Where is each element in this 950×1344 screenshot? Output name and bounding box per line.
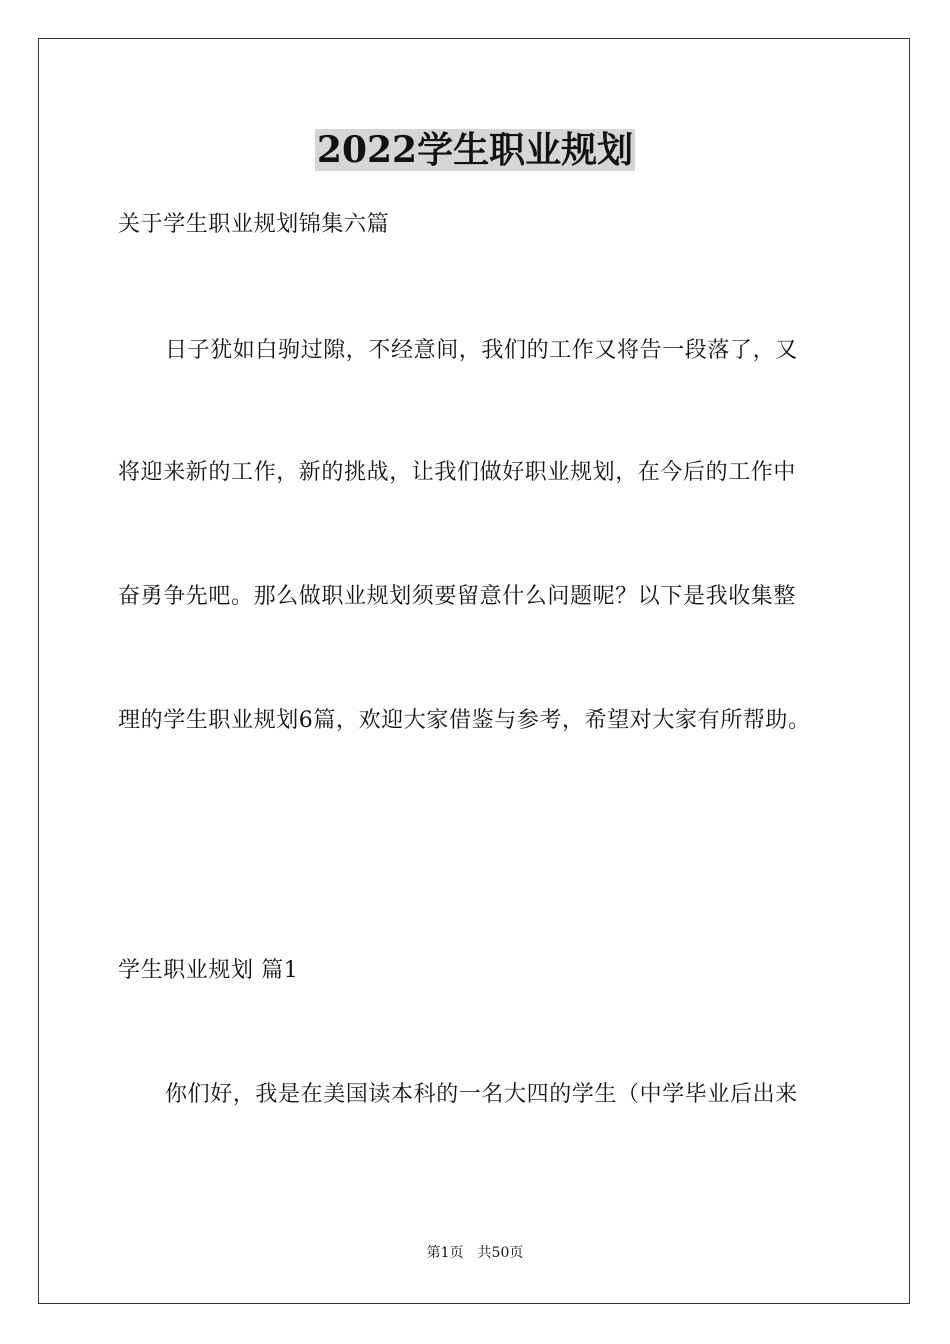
page-footer: 第1页 共50页 (426, 1245, 524, 1261)
intro-line: 奋勇争先吧。那么做职业规划须要留意什么问题呢？以下是我收集整 (118, 584, 797, 609)
intro-line: 日子犹如白驹过隙，不经意间，我们的工作又将告一段落了，又 (165, 338, 798, 363)
intro-line: 将迎来新的工作，新的挑战，让我们做好职业规划，在今后的工作中 (118, 460, 797, 485)
document-subtitle: 关于学生职业规划锦集六篇 (118, 212, 390, 237)
section-heading: 学生职业规划 篇1 (118, 958, 299, 983)
section-line: 你们好，我是在美国读本科的一名大四的学生（中学毕业后出来 (165, 1082, 798, 1107)
document-title (0, 128, 950, 172)
intro-line: 理的学生职业规划6篇，欢迎大家借鉴与参考，希望对大家有所帮助。 (118, 708, 811, 733)
document-title-text: 2022学生职业规划 (316, 129, 634, 171)
